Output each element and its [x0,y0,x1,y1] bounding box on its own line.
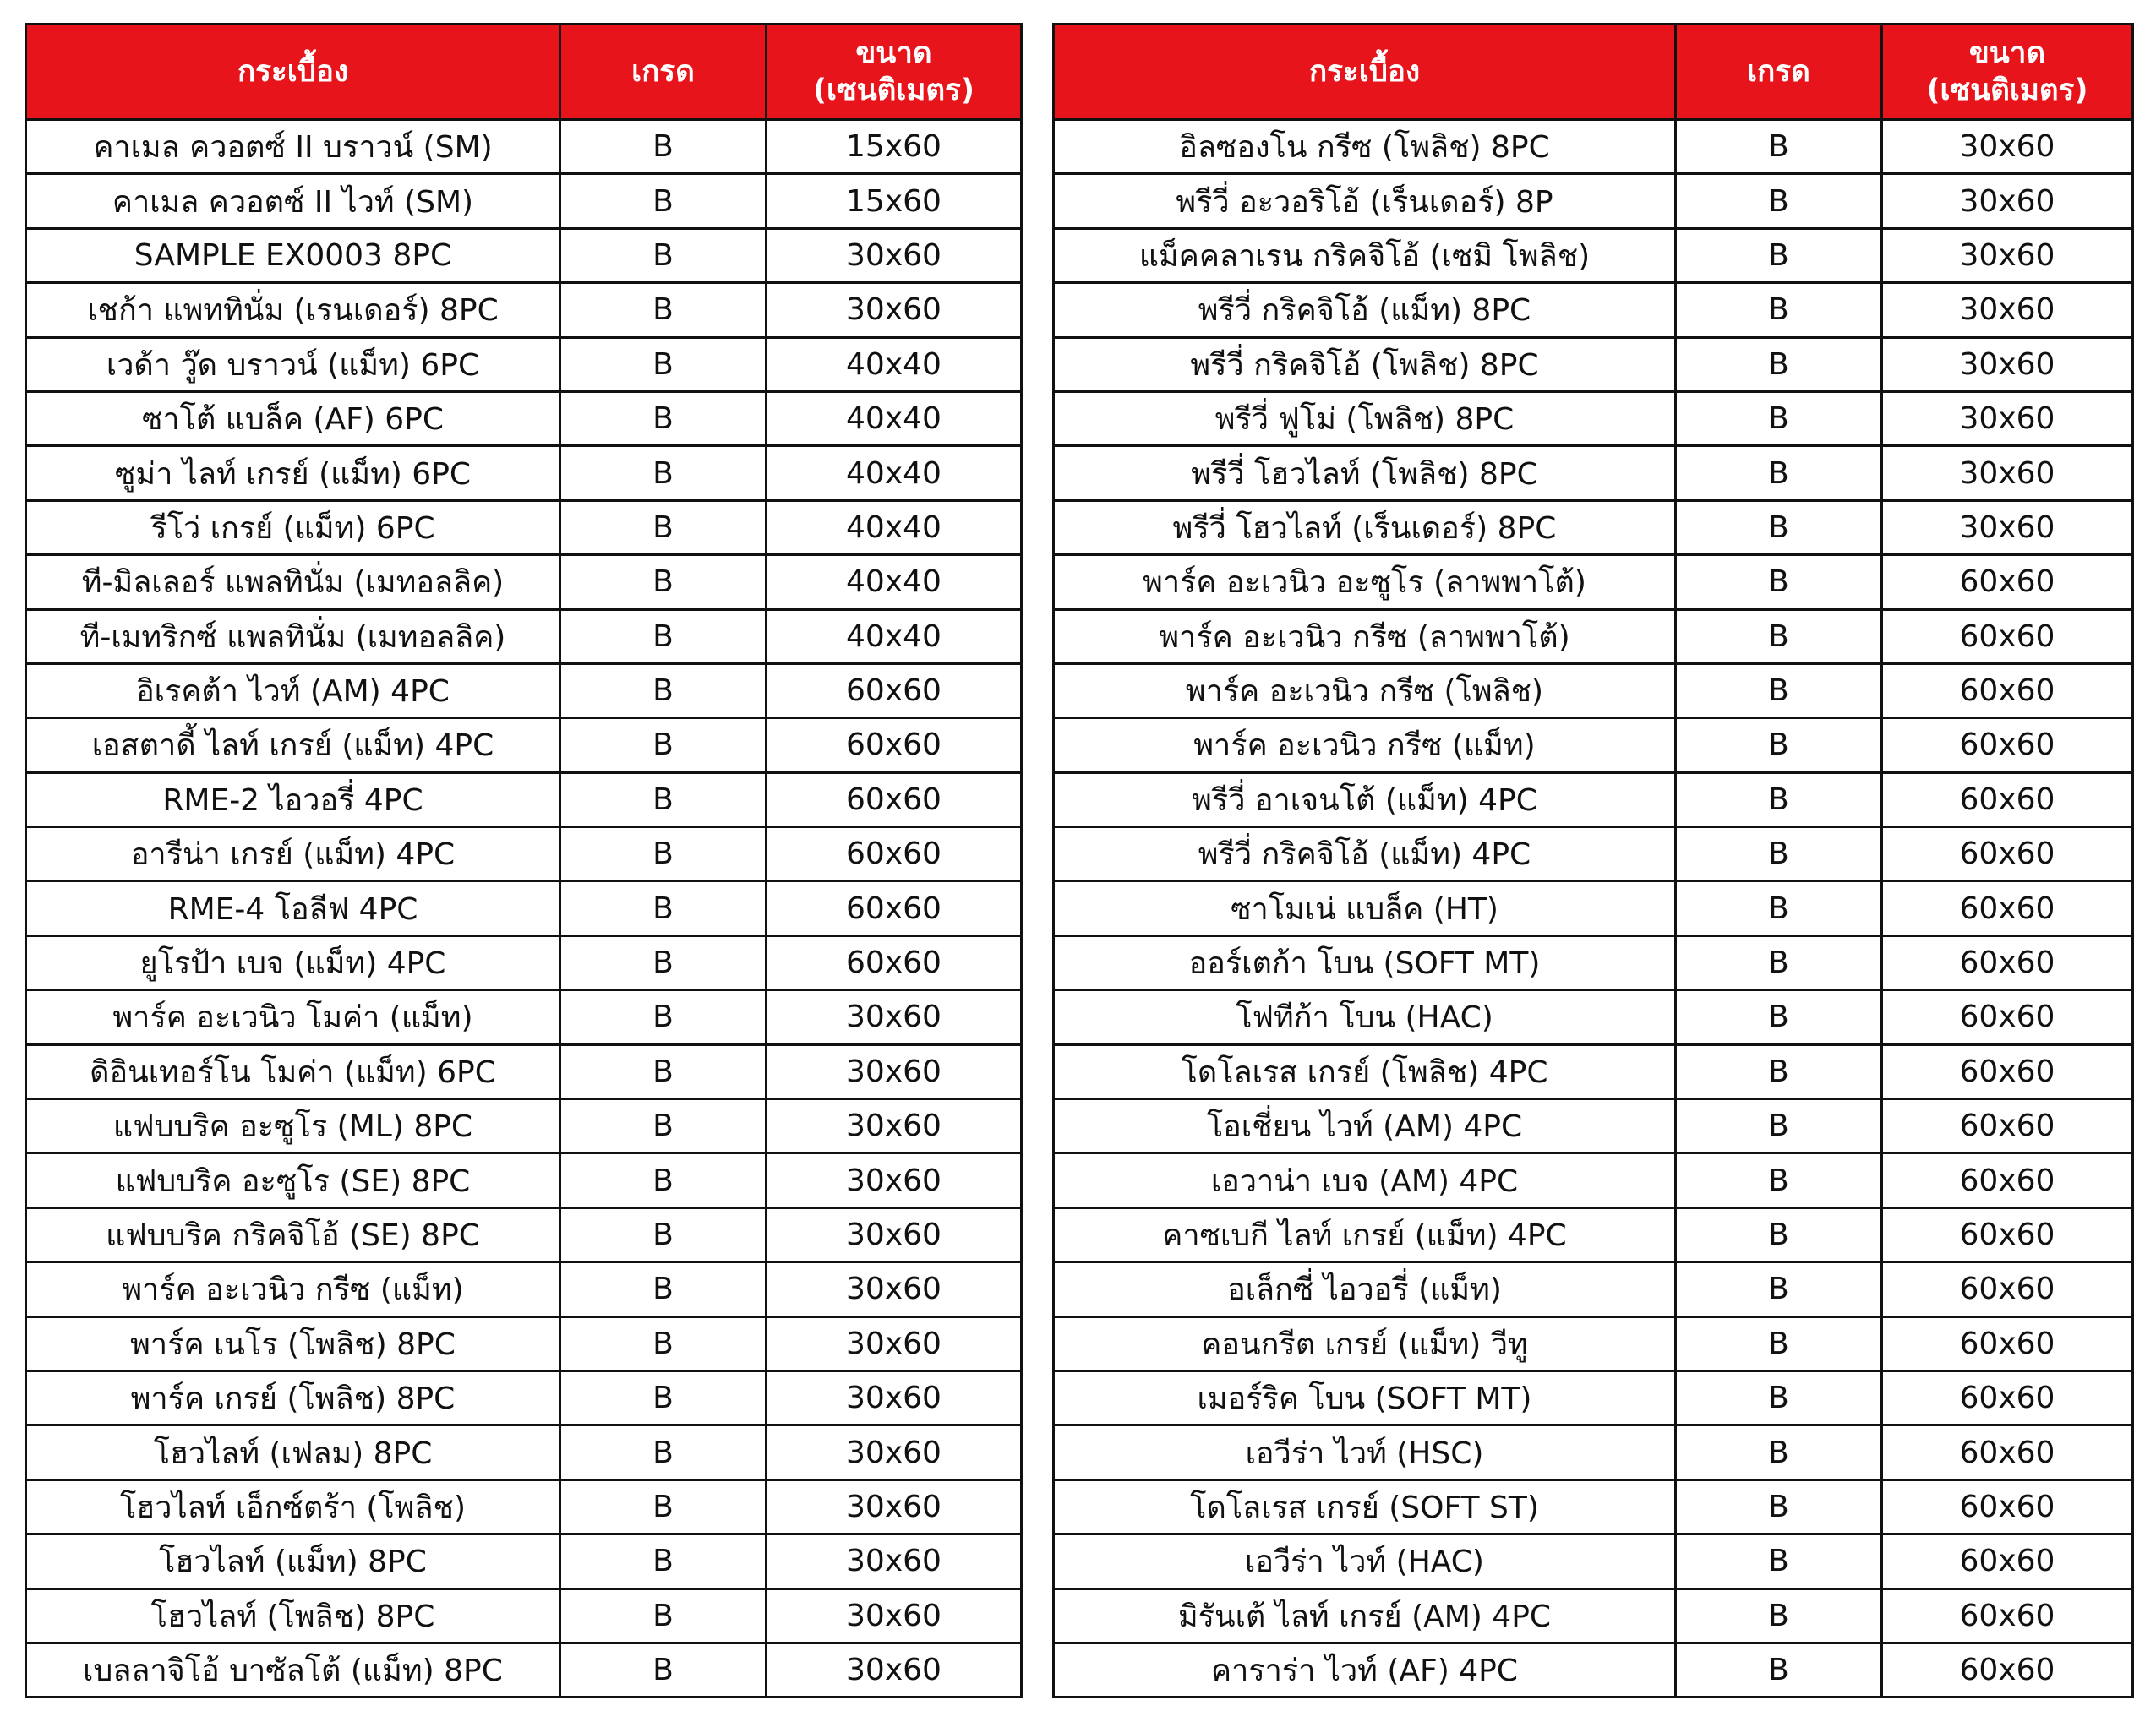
tile-name-cell: โดโลเรส เกรย์ (โพลิช) 4PC [1054,1044,1676,1098]
tile-name-cell: SAMPLE EX0003 8PC [26,228,560,282]
header-size-line1: ขนาด [1968,36,2046,70]
size-cell: 60x60 [767,827,1022,881]
table-row [1054,1099,2133,1153]
size-cell: 30x60 [767,1262,1022,1316]
grade-cell: B [1676,1370,1882,1425]
grade-cell: B [560,609,767,663]
grade-cell: B [560,663,767,717]
size-cell: 60x60 [767,663,1022,717]
table-row [26,120,1022,174]
tile-name-cell: พรีวี่ อาเจนโต้ (แม็ท) 4PC [1054,772,1676,826]
tile-name-cell: เอวาน่า เบจ (AM) 4PC [1054,1153,1676,1207]
tile-name-cell: พาร์ค เกรย์ (โพลิช) 8PC [26,1370,560,1425]
grade-cell: B [1676,1643,1882,1697]
tile-name-cell: พาร์ค อะเวนิว กรีซ (แม็ท) [1054,718,1676,772]
tile-name-cell: พรีวี่ กริคจิโอ้ (โพลิช) 8PC [1054,337,1676,391]
header-tile: กระเบื้อง [1054,25,1676,120]
tile-name-cell: พาร์ค อะเวนิว โมค่า (แม็ท) [26,990,560,1044]
header-size-line2: (เซนติเมตร) [1926,74,2088,107]
grade-cell: B [560,827,767,881]
tile-name-cell: เบลลาจิโอ้ บาซัลโต้ (แม็ท) 8PC [26,1643,560,1697]
grade-cell: B [1676,1044,1882,1098]
tile-name-cell: พาร์ค อะเวนิว กรีซ (ลาพพาโต้) [1054,609,1676,663]
header-size [767,25,1022,120]
table-row [26,881,1022,935]
tile-name-cell: ที-เมทริกซ์ แพลทินั่ม (เมทอลลิค) [26,609,560,663]
grade-cell: B [1676,990,1882,1044]
grade-cell: B [560,1534,767,1588]
tile-name-cell: รีโว่ เกรย์ (แม็ท) 6PC [26,500,560,554]
size-cell: 60x60 [1882,1153,2133,1207]
table-row [1054,1207,2133,1261]
tile-name-cell: ยูโรป้า เบจ (แม็ท) 4PC [26,935,560,989]
tile-name-cell: ซาโมเน่ แบล็ค (HT) [1054,881,1676,935]
size-cell: 30x60 [767,1370,1022,1425]
tile-name-cell: พรีวี่ อะวอริโอ้ (เร็นเดอร์) 8P [1054,174,1676,228]
size-cell: 60x60 [1882,827,2133,881]
table-row [1054,1370,2133,1425]
grade-cell: B [560,283,767,337]
grade-cell: B [1676,120,1882,174]
size-cell: 15x60 [767,120,1022,174]
tile-name-cell: พาร์ค อะเวนิว อะซูโร (ลาพพาโต้) [1054,555,1676,609]
table-row [26,228,1022,282]
table-row [1054,174,2133,228]
tile-name-cell: เวด้า วู๊ด บราวน์ (แม็ท) 6PC [26,337,560,391]
size-cell: 30x60 [1882,391,2133,445]
table-row [26,663,1022,717]
size-cell: 30x60 [767,1316,1022,1370]
tile-name-cell: ดิอินเทอร์โน โมค่า (แม็ท) 6PC [26,1044,560,1098]
tile-name-cell: RME-4 โอลีฟ 4PC [26,881,560,935]
tile-name-cell: เมอร์ริค โบน (SOFT MT) [1054,1370,1676,1425]
tile-name-cell: พรีวี่ โฮวไลท์ (เร็นเดอร์) 8PC [1054,500,1676,554]
grade-cell: B [1676,283,1882,337]
grade-cell: B [1676,881,1882,935]
size-cell: 30x60 [767,1207,1022,1261]
table-row [26,337,1022,391]
table-row [1054,935,2133,989]
table-row [1054,391,2133,445]
size-cell: 30x60 [767,1425,1022,1479]
size-cell: 60x60 [767,935,1022,989]
size-cell: 60x60 [1882,1643,2133,1697]
table-row [26,1262,1022,1316]
size-cell: 30x60 [767,228,1022,282]
size-cell: 30x60 [767,283,1022,337]
grade-cell: B [560,990,767,1044]
grade-cell: B [1676,1316,1882,1370]
size-cell: 40x40 [767,555,1022,609]
tile-name-cell: เอวีร่า ไวท์ (HAC) [1054,1534,1676,1588]
size-cell: 30x60 [767,990,1022,1044]
tile-name-cell: RME-2 ไอวอรี่ 4PC [26,772,560,826]
grade-cell: B [1676,228,1882,282]
grade-cell: B [560,935,767,989]
table-row [1054,1316,2133,1370]
grade-cell: B [560,500,767,554]
size-cell: 30x60 [767,1479,1022,1534]
table-row [1054,718,2133,772]
grade-cell: B [1676,391,1882,445]
grade-cell: B [1676,174,1882,228]
table-row [26,1153,1022,1207]
size-cell: 30x60 [767,1534,1022,1588]
tile-name-cell: อารีน่า เกรย์ (แม็ท) 4PC [26,827,560,881]
tile-table-left [25,23,1023,1698]
table-row [1054,827,2133,881]
size-cell: 30x60 [1882,337,2133,391]
tile-name-cell: อเล็กซี่ ไอวอรี่ (แม็ท) [1054,1262,1676,1316]
tile-name-cell: อิลซองโน กรีซ (โพลิช) 8PC [1054,120,1676,174]
grade-cell: B [1676,772,1882,826]
table-row [26,1588,1022,1643]
grade-cell: B [560,555,767,609]
table-row [26,555,1022,609]
grade-cell: B [1676,1534,1882,1588]
grade-cell: B [1676,827,1882,881]
grade-cell: B [560,1207,767,1261]
table-row [1054,120,2133,174]
table-header-row [26,25,1022,120]
table-row [26,500,1022,554]
table-header-row [1054,25,2133,120]
tile-name-cell: คอนกรีต เกรย์ (แม็ท) วีทู [1054,1316,1676,1370]
grade-cell: B [560,446,767,500]
tile-name-cell: พรีวี่ โฮวไลท์ (โพลิช) 8PC [1054,446,1676,500]
table-row [1054,1534,2133,1588]
size-cell: 60x60 [1882,609,2133,663]
table-row [1054,446,2133,500]
table-row [1054,500,2133,554]
tile-name-cell: โฮวไลท์ เอ็กซ์ตร้า (โพลิช) [26,1479,560,1534]
table-row [1054,881,2133,935]
tile-name-cell: คาเมล ควอตซ์ II บราวน์ (SM) [26,120,560,174]
size-cell: 60x60 [1882,663,2133,717]
size-cell: 60x60 [767,881,1022,935]
table-row [26,990,1022,1044]
size-cell: 60x60 [1882,1588,2133,1643]
tile-name-cell: พาร์ค อะเวนิว กรีซ (แม็ท) [26,1262,560,1316]
grade-cell: B [1676,718,1882,772]
tile-name-cell: พาร์ค อะเวนิว กรีซ (โพลิช) [1054,663,1676,717]
grade-cell: B [1676,935,1882,989]
tile-name-cell: เอวีร่า ไวท์ (HSC) [1054,1425,1676,1479]
size-cell: 60x60 [767,772,1022,826]
size-cell: 30x60 [1882,228,2133,282]
table-row [1054,1262,2133,1316]
table-row [26,1425,1022,1479]
size-cell: 60x60 [1882,1099,2133,1153]
size-cell: 60x60 [1882,1262,2133,1316]
size-cell: 40x40 [767,500,1022,554]
table-row [1054,1153,2133,1207]
header-grade: เกรด [1676,25,1882,120]
table-row [26,391,1022,445]
grade-cell: B [1676,1262,1882,1316]
grade-cell: B [1676,1588,1882,1643]
grade-cell: B [1676,1207,1882,1261]
grade-cell: B [1676,1479,1882,1534]
tile-name-cell: พรีวี่ กริคจิโอ้ (แม็ท) 4PC [1054,827,1676,881]
size-cell: 60x60 [1882,1316,2133,1370]
header-size-line1: ขนาด [855,36,932,70]
table-row [1054,283,2133,337]
grade-cell: B [560,174,767,228]
table-row [26,1207,1022,1261]
grade-cell: B [560,391,767,445]
size-cell: 30x60 [767,1588,1022,1643]
table-row [1054,1643,2133,1697]
size-cell: 40x40 [767,609,1022,663]
grade-cell: B [1676,609,1882,663]
table-row [26,174,1022,228]
size-cell: 60x60 [1882,1207,2133,1261]
tile-name-cell: พาร์ค เนโร (โพลิช) 8PC [26,1316,560,1370]
tile-name-cell: มิรันเต้ ไลท์ เกรย์ (AM) 4PC [1054,1588,1676,1643]
tile-name-cell: โดโลเรส เกรย์ (SOFT ST) [1054,1479,1676,1534]
size-cell: 40x40 [767,337,1022,391]
table-row [1054,1425,2133,1479]
table-row [26,283,1022,337]
tile-name-cell: แม็คคลาเรน กริคจิโอ้ (เซมิ โพลิช) [1054,228,1676,282]
size-cell: 30x60 [1882,174,2133,228]
table-row [26,827,1022,881]
tile-name-cell: คาซเบกี ไลท์ เกรย์ (แม็ท) 4PC [1054,1207,1676,1261]
size-cell: 60x60 [1882,881,2133,935]
tile-name-cell: โอเชี่ยน ไวท์ (AM) 4PC [1054,1099,1676,1153]
tile-name-cell: แฟบบริค อะซูโร (SE) 8PC [26,1153,560,1207]
tile-name-cell: คาราร่า ไวท์ (AF) 4PC [1054,1643,1676,1697]
grade-cell: B [560,1316,767,1370]
grade-cell: B [560,1643,767,1697]
grade-cell: B [560,718,767,772]
table-row [26,772,1022,826]
header-tile: กระเบื้อง [26,25,560,120]
tile-name-cell: ซูม่า ไลท์ เกรย์ (แม็ท) 6PC [26,446,560,500]
table-row [1054,555,2133,609]
size-cell: 30x60 [1882,120,2133,174]
size-cell: 60x60 [1882,718,2133,772]
tile-name-cell: อิเรคต้า ไวท์ (AM) 4PC [26,663,560,717]
size-cell: 30x60 [767,1099,1022,1153]
size-cell: 40x40 [767,446,1022,500]
table-row [1054,337,2133,391]
grade-cell: B [560,1370,767,1425]
tile-name-cell: โฮวไลท์ (โพลิช) 8PC [26,1588,560,1643]
size-cell: 60x60 [1882,935,2133,989]
tile-name-cell: คาเมล ควอตซ์ II ไวท์ (SM) [26,174,560,228]
table-row [26,718,1022,772]
grade-cell: B [560,120,767,174]
tile-name-cell: โฮวไลท์ (เฟลม) 8PC [26,1425,560,1479]
table-row [1054,663,2133,717]
size-cell: 30x60 [1882,283,2133,337]
tile-name-cell: โฮวไลท์ (แม็ท) 8PC [26,1534,560,1588]
grade-cell: B [560,1153,767,1207]
table-row [26,1316,1022,1370]
grade-cell: B [560,1588,767,1643]
table-row [26,446,1022,500]
table-row [1054,609,2133,663]
table-row [1054,772,2133,826]
table-row [26,1534,1022,1588]
size-cell: 30x60 [1882,500,2133,554]
grade-cell: B [1676,337,1882,391]
size-cell: 30x60 [1882,446,2133,500]
grade-cell: B [1676,663,1882,717]
tile-name-cell: โฟทีก้า โบน (HAC) [1054,990,1676,1044]
size-cell: 60x60 [1882,1044,2133,1098]
header-size [1882,25,2133,120]
table-row [1054,1044,2133,1098]
grade-cell: B [560,1425,767,1479]
grade-cell: B [1676,1099,1882,1153]
table-row [26,1479,1022,1534]
tile-name-cell: แฟบบริค อะซูโร (ML) 8PC [26,1099,560,1153]
grade-cell: B [560,881,767,935]
size-cell: 30x60 [767,1044,1022,1098]
grade-cell: B [560,1099,767,1153]
size-cell: 30x60 [767,1643,1022,1697]
grade-cell: B [1676,1425,1882,1479]
size-cell: 60x60 [1882,1370,2133,1425]
tile-name-cell: พรีวี่ ฟูโม่ (โพลิช) 8PC [1054,391,1676,445]
size-cell: 60x60 [1882,1534,2133,1588]
grade-cell: B [560,337,767,391]
grade-cell: B [1676,555,1882,609]
grade-cell: B [1676,1153,1882,1207]
header-size-line2: (เซนติเมตร) [813,74,974,107]
grade-cell: B [560,772,767,826]
table-row [26,1044,1022,1098]
size-cell: 40x40 [767,391,1022,445]
table-row [26,1099,1022,1153]
grade-cell: B [560,1479,767,1534]
tile-name-cell: ที-มิลเลอร์ แพลทินั่ม (เมทอลลิค) [26,555,560,609]
table-row [26,1643,1022,1697]
grade-cell: B [560,1262,767,1316]
table-body-left [26,120,1022,1697]
size-cell: 30x60 [767,1153,1022,1207]
table-row [26,935,1022,989]
size-cell: 60x60 [1882,990,2133,1044]
header-grade: เกรด [560,25,767,120]
tile-name-cell: ซาโต้ แบล็ค (AF) 6PC [26,391,560,445]
grade-cell: B [560,1044,767,1098]
table-row [1054,1588,2133,1643]
grade-cell: B [1676,500,1882,554]
size-cell: 60x60 [1882,772,2133,826]
tile-table-right [1052,23,2134,1698]
table-row [1054,1479,2133,1534]
tile-name-cell: เชก้า แพททินั่ม (เรนเดอร์) 8PC [26,283,560,337]
grade-cell: B [560,228,767,282]
tile-name-cell: ออร์เตก้า โบน (SOFT MT) [1054,935,1676,989]
table-row [1054,228,2133,282]
table-body-right [1054,120,2133,1697]
size-cell: 60x60 [1882,1479,2133,1534]
size-cell: 60x60 [767,718,1022,772]
tile-name-cell: พรีวี่ กริคจิโอ้ (แม็ท) 8PC [1054,283,1676,337]
table-row [26,609,1022,663]
size-cell: 60x60 [1882,555,2133,609]
table-row [1054,990,2133,1044]
size-cell: 15x60 [767,174,1022,228]
tile-name-cell: เอสตาดี้ ไลท์ เกรย์ (แม็ท) 4PC [26,718,560,772]
grade-cell: B [1676,446,1882,500]
table-row [26,1370,1022,1425]
tile-name-cell: แฟบบริค กริคจิโอ้ (SE) 8PC [26,1207,560,1261]
size-cell: 60x60 [1882,1425,2133,1479]
